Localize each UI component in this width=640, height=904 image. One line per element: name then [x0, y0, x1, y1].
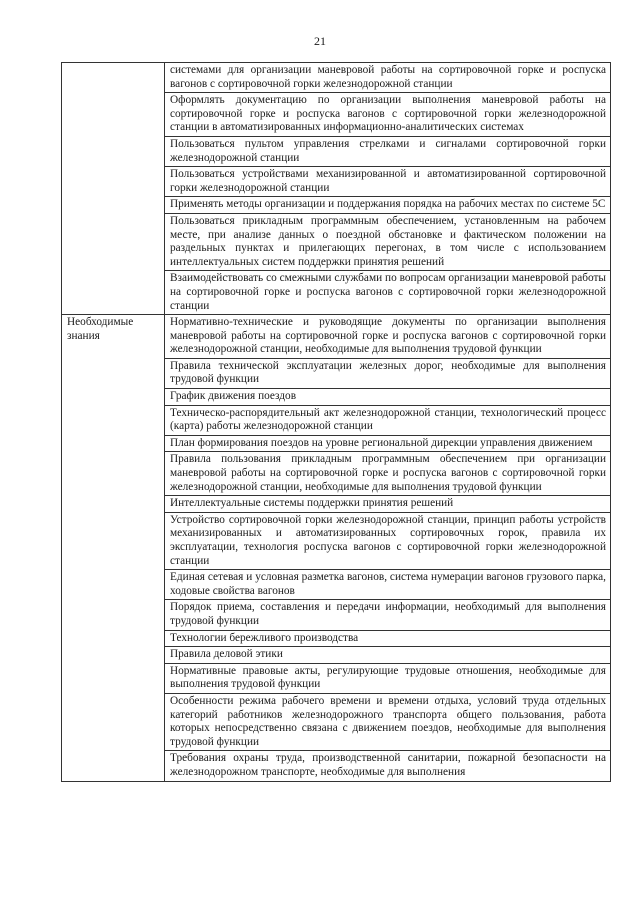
row-text: Взаимодействовать со смежными службами по вопросам организации маневровой работы на сортировочной горке и роспуска вагонов с сортировочной горки железнодорожной станции [165, 271, 611, 315]
competency-table [61, 62, 611, 782]
row-text: Пользоваться пультом управления стрелками и сигналами сортировочной горки железнодорожной станции [165, 136, 611, 166]
row-text: Нормативно-технические и руководящие документы по организации выполнения маневровой работы на сортировочной горке и роспуска вагонов с сортировочной горки железнодорожной станции, необходимые для выполнения трудовой функции [165, 315, 611, 359]
row-text: Единая сетевая и условная разметка вагонов, система нумерации вагонов грузового парка, ходовые свойства вагонов [165, 570, 611, 600]
row-text: Технологии бережливого производства [165, 630, 611, 647]
page-number: 21 [314, 34, 326, 48]
row-text: системами для организации маневровой работы на сортировочной горке и роспуска вагонов с сортировочной горки железнодорожной станции [165, 63, 611, 93]
row-text: Особенности режима рабочего времени и времени отдыха, условий труда отдельных категорий работников железнодорожного транспорта общего пользования, работа которых непосредственно связана с движением поездов, необходимые для выполнения трудовой функции [165, 693, 611, 750]
row-text: Устройство сортировочной горки железнодорожной станции, принцип работы устройств механизированных и автоматизированных сортировочных горок, правила их эксплуатации, технология роспуска вагонов с сортировочной горки железнодорожной станции [165, 512, 611, 569]
table-body [62, 63, 611, 782]
row-text: Правила деловой этики [165, 647, 611, 664]
table-row [62, 63, 611, 93]
row-text: Пользоваться прикладным программным обеспечением, установленным на рабочем месте, при анализе данных о поездной обстановке и фактическом положении на раздельных пунктах и прилегающих перегонах, в том числе с использованием интеллектуальных систем поддержки принятия решений [165, 213, 611, 270]
row-text: Пользоваться устройствами механизированной и автоматизированной сортировочной горки железнодорожной станции [165, 167, 611, 197]
row-label [62, 63, 165, 315]
row-text: Нормативные правовые акты, регулирующие трудовые отношения, необходимые для выполнения трудовой функции [165, 663, 611, 693]
row-text: Интеллектуальные системы поддержки принятия решений [165, 496, 611, 513]
row-label: Необходимые знания [62, 315, 165, 781]
row-text: Оформлять документацию по организации выполнения маневровой работы на сортировочной горке и роспуска вагонов с сортировочной горки железнодорожной станции в автоматизированных информационно-аналитических системах [165, 93, 611, 137]
row-text: Требования охраны труда, производственной санитарии, пожарной безопасности на железнодорожном транспорте, необходимые для выполнения [165, 751, 611, 781]
row-text: Правила технической эксплуатации железных дорог, необходимые для выполнения трудовой функции [165, 358, 611, 388]
row-text: План формирования поездов на уровне региональной дирекции управления движением [165, 435, 611, 452]
row-text: Порядок приема, составления и передачи информации, необходимый для выполнения трудовой функции [165, 600, 611, 630]
row-text: Применять методы организации и поддержания порядка на рабочих местах по системе 5С [165, 197, 611, 214]
table-row [62, 315, 611, 359]
row-text: График движения поездов [165, 389, 611, 406]
row-text: Техническо-распорядительный акт железнодорожной станции, технологический процесс (карта) работы железнодорожной станции [165, 405, 611, 435]
row-text: Правила пользования прикладным программным обеспечением при организации маневровой работы на сортировочной горке и роспуска вагонов с сортировочной горки железнодорожной станции, необходимые для выполнения трудовой функции [165, 452, 611, 496]
